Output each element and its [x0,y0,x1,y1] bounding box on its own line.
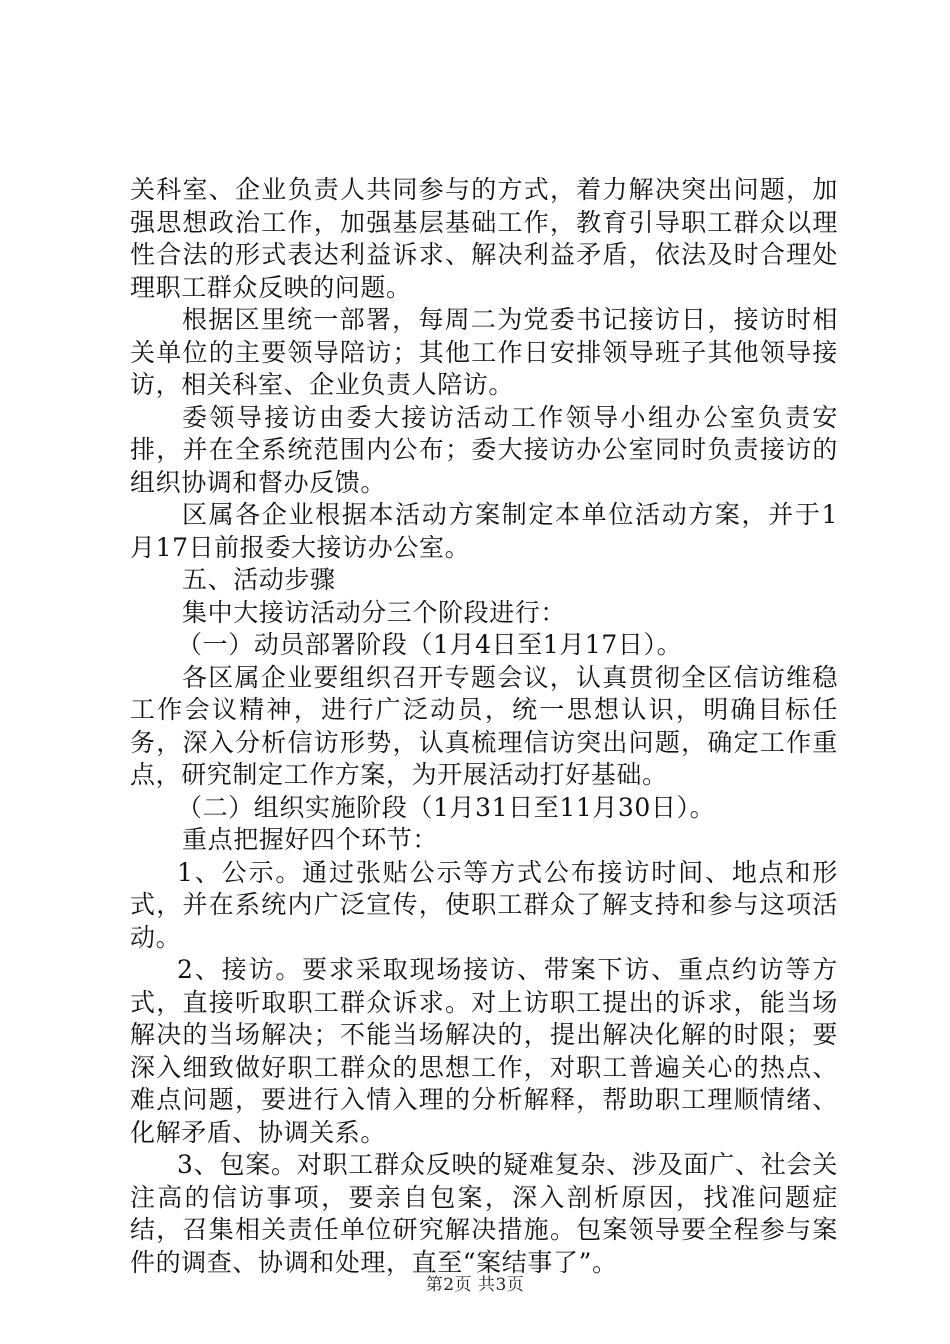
paragraph-enterprise-plan: 区属各企业根据本活动方案制定本单位活动方案，并于1月17日前报委大接访办公室。 [130,500,838,562]
paragraph-three-stages: 集中大接访活动分三个阶段进行： [182,597,567,627]
paragraph-leader-reception: 委领导接访由委大接访活动工作领导小组办公室负责安排，并在全系统范围内公布；委大接访办公室同时负责接访的组织协调和督办反馈。 [130,402,838,497]
section-heading-steps: 五、活动步骤 [182,565,336,594]
item-case-handling: 3、包案。对职工群众反映的疑难复杂、涉及面广、社会关注高的信访事项，要亲自包案，深入剖析原因，找准问题症结，召集相关责任单位研究解决措施。包案领导要全程参与案件的调查、协调和处理，直至“案结事了”。 [130,1150,838,1277]
page-footer: 第2页 共3页 [425,1275,525,1295]
paragraph-reception-schedule: 根据区里统一部署，每周二为党委书记接访日，接访时相关单位的主要领导陪访；其他工作日安排领导班子其他领导接访，相关科室、企业负责人陪访。 [130,305,838,399]
paragraph-continuation: 关科室、企业负责人共同参与的方式，着力解决突出问题，加强思想政治工作，加强基层基础工作，教育引导职工群众以理性合法的形式表达利益诉求、解决利益矛盾，依法及时合理处理职工群众反映的问题。 [130,175,838,302]
stage-heading-mobilization: （一）动员部署阶段（1月4日至1月17日）。 [177,630,683,659]
stage-heading-implementation: （二）组织实施阶段（1月31日至11月30日）。 [177,792,716,822]
paragraph-four-links: 重点把握好四个环节： [182,825,439,854]
item-publicity: 1、公示。通过张贴公示等方式公布接访时间、地点和形式，并在系统内广泛宣传，使职工群众了解支持和参与这项活动。 [130,857,838,952]
document-body [130,174,838,1279]
paragraph-mobilization-detail: 各区属企业要组织召开专题会议，认真贯彻全区信访维稳工作会议精神，进行广泛动员，统一思想认识，明确目标任务，深入分析信访形势，认真梳理信访突出问题，确定工作重点，研究制定工作方案，为开展活动打好基础。 [130,662,838,789]
item-reception: 2、接访。要求采取现场接访、带案下访、重点约访等方式，直接听取职工群众诉求。对上访职工提出的诉求，能当场解决的当场解决；不能当场解决的，提出解决化解的时限；要深入细致做好职工群众的思想工作，对职工普遍关心的热点、难点问题，要进行入情入理的分析解释，帮助职工理顺情绪、化解矛盾、协调关系。 [130,955,838,1147]
